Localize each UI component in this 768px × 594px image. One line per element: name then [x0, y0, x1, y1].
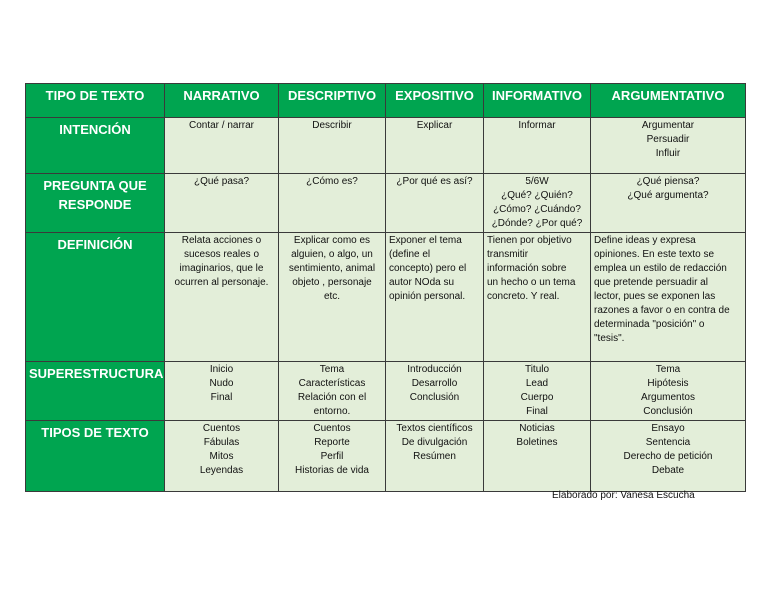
- cell-pregunta-informativo: [484, 174, 591, 233]
- cell-line: Conclusión: [409, 392, 460, 403]
- cell-line: entorno.: [313, 406, 351, 417]
- cell-pregunta-descriptivo: [279, 174, 386, 233]
- cell-line: ¿Qué? ¿Quién?: [501, 190, 573, 201]
- row-label-superestructura: SUPERESTRUCTURA: [26, 362, 165, 421]
- row-label-tipos-de-texto: TIPOS DE TEXTO: [26, 421, 165, 492]
- cell-line: Cuentos: [313, 423, 351, 434]
- cell-intencion-argumentativo: [591, 118, 746, 174]
- cell-line: lector, pues se exponen las: [594, 291, 716, 302]
- cell-line: determinada "posición" o: [594, 319, 705, 330]
- cell-line: Nudo: [209, 378, 234, 389]
- row-pregunta: [26, 174, 746, 233]
- cell-line: transmitir: [487, 249, 529, 260]
- cell-line: emplea un estilo de redacción: [594, 263, 727, 274]
- row-label-pregunta-que-responde: PREGUNTA QUE RESPONDE: [26, 174, 165, 233]
- cell-line: Explicar: [416, 120, 453, 131]
- cell-line: Exponer el tema: [389, 235, 462, 246]
- header-row: [26, 84, 746, 118]
- row-label-intencion: INTENCIÓN: [26, 118, 165, 174]
- cell-line: autor NOda su: [389, 277, 455, 288]
- cell-line: ¿Qué argumenta?: [627, 190, 709, 201]
- cell-pregunta-expositivo: [386, 174, 484, 233]
- cell-line: Lead: [525, 378, 549, 389]
- cell-definicion-narrativo: [165, 233, 279, 362]
- cell-line: Contar / narrar: [188, 120, 255, 131]
- cell-line: Introducción: [407, 364, 462, 375]
- cell-line: Tienen por objetivo: [487, 235, 572, 246]
- cell-line: sucesos reales o: [183, 249, 260, 260]
- cell-line: Conclusión: [643, 406, 693, 417]
- cell-line: imaginarios, que le: [179, 263, 264, 274]
- cell-intencion-descriptivo: [279, 118, 386, 174]
- cell-line: Perfil: [320, 451, 344, 462]
- cell-intencion-informativo: [484, 118, 591, 174]
- cell-line: Debate: [651, 465, 685, 476]
- cell-line: Textos científicos: [396, 423, 473, 434]
- cell-line: objeto , personaje: [292, 277, 372, 288]
- cell-line: que pretende persuadir al: [594, 277, 708, 288]
- cell-line: Explicar como es: [293, 235, 371, 246]
- cell-line: Historias de vida: [295, 465, 369, 476]
- cell-line: Argumentar: [641, 120, 695, 131]
- cell-line: Inicio: [209, 364, 234, 375]
- cell-line: Resúmen: [413, 451, 456, 462]
- cell-line: un hecho o un tema: [487, 277, 576, 288]
- header-expositivo: EXPOSITIVO: [386, 84, 484, 118]
- cell-line: sentimiento, animal: [288, 263, 376, 274]
- cell-line: (define el: [389, 249, 431, 260]
- cell-line: Final: [210, 392, 233, 403]
- row-definicion: [26, 233, 746, 362]
- row-intencion: [26, 118, 746, 174]
- cell-line: opinión personal.: [389, 291, 466, 302]
- cell-tipos-descriptivo: [279, 421, 386, 492]
- cell-line: ¿Qué piensa?: [636, 176, 700, 187]
- cell-pregunta-narrativo: [165, 174, 279, 233]
- cell-tipos-argumentativo: [591, 421, 746, 492]
- cell-line: Persuadir: [646, 134, 690, 145]
- cell-line: Ensayo: [651, 423, 685, 434]
- cell-superestructura-informativo: [484, 362, 591, 421]
- cell-line: Características: [298, 378, 366, 389]
- cell-line: ¿Qué pasa?: [193, 176, 250, 187]
- cell-line: ¿Cómo? ¿Cuándo?: [493, 204, 581, 215]
- cell-line: opiniones. En este texto se: [594, 249, 715, 260]
- cell-line: concepto) pero el: [389, 263, 467, 274]
- cell-line: Leyendas: [199, 465, 244, 476]
- cell-line: Reporte: [314, 437, 350, 448]
- cell-definicion-argumentativo: [591, 233, 746, 362]
- cell-line: Cuentos: [202, 423, 241, 434]
- header-narrativo: NARRATIVO: [165, 84, 279, 118]
- header-argumentativo: ARGUMENTATIVO: [591, 84, 746, 118]
- cell-tipos-narrativo: [165, 421, 279, 492]
- row-tipos-de-texto: [26, 421, 746, 492]
- cell-line: Sentencia: [645, 437, 691, 448]
- cell-line: etc.: [323, 291, 341, 302]
- row-label-definicion: DEFINICIÓN: [26, 233, 165, 362]
- cell-tipos-expositivo: [386, 421, 484, 492]
- cell-line: Argumentos: [641, 392, 695, 403]
- cell-line: razones a favor o en contra de: [594, 305, 730, 316]
- cell-line: 5/6W: [525, 176, 549, 187]
- cell-line: Titulo: [524, 364, 550, 375]
- cell-line: Cuerpo: [520, 392, 554, 403]
- cell-line: De divulgación: [401, 437, 468, 448]
- cell-line: Boletines: [516, 437, 558, 448]
- author-credit: Elaborado por: Vanesa Escucha: [552, 490, 695, 501]
- cell-definicion-descriptivo: [279, 233, 386, 362]
- cell-line: Fábulas: [203, 437, 240, 448]
- cell-intencion-narrativo: [165, 118, 279, 174]
- text-types-table: [25, 83, 746, 492]
- cell-line: Mitos: [209, 451, 234, 462]
- cell-superestructura-narrativo: [165, 362, 279, 421]
- cell-line: "tesis".: [594, 333, 625, 344]
- cell-line: Desarrollo: [411, 378, 458, 389]
- cell-tipos-informativo: [484, 421, 591, 492]
- cell-line: Hipótesis: [647, 378, 689, 389]
- cell-superestructura-expositivo: [386, 362, 484, 421]
- cell-pregunta-argumentativo: [591, 174, 746, 233]
- cell-line: ¿Cómo es?: [306, 176, 358, 187]
- cell-superestructura-argumentativo: [591, 362, 746, 421]
- cell-definicion-informativo: [484, 233, 591, 362]
- cell-superestructura-descriptivo: [279, 362, 386, 421]
- header-tipo-de-texto: TIPO DE TEXTO: [26, 84, 165, 118]
- cell-line: Derecho de petición: [623, 451, 713, 462]
- cell-line: alguien, o algo, un: [291, 249, 373, 260]
- cell-line: Informar: [518, 120, 556, 131]
- cell-line: Influir: [655, 148, 681, 159]
- cell-line: Describir: [312, 120, 352, 131]
- cell-line: Relata acciones o: [181, 235, 262, 246]
- cell-line: ocurren al personaje.: [174, 277, 269, 288]
- cell-line: concreto. Y real.: [487, 291, 560, 302]
- cell-line: Tema: [319, 364, 345, 375]
- cell-line: información sobre: [487, 263, 567, 274]
- cell-line: Final: [526, 406, 548, 417]
- row-superestructura: [26, 362, 746, 421]
- header-descriptivo: DESCRIPTIVO: [279, 84, 386, 118]
- cell-line: Noticias: [519, 423, 555, 434]
- cell-definicion-expositivo: [386, 233, 484, 362]
- cell-line: Tema: [655, 364, 681, 375]
- cell-intencion-expositivo: [386, 118, 484, 174]
- cell-line: Relación con el: [297, 392, 367, 403]
- cell-line: ¿Dónde? ¿Por qué?: [491, 218, 583, 229]
- cell-line: ¿Por qué es así?: [396, 176, 473, 187]
- cell-line: Define ideas y expresa: [594, 235, 696, 246]
- header-informativo: INFORMATIVO: [484, 84, 591, 118]
